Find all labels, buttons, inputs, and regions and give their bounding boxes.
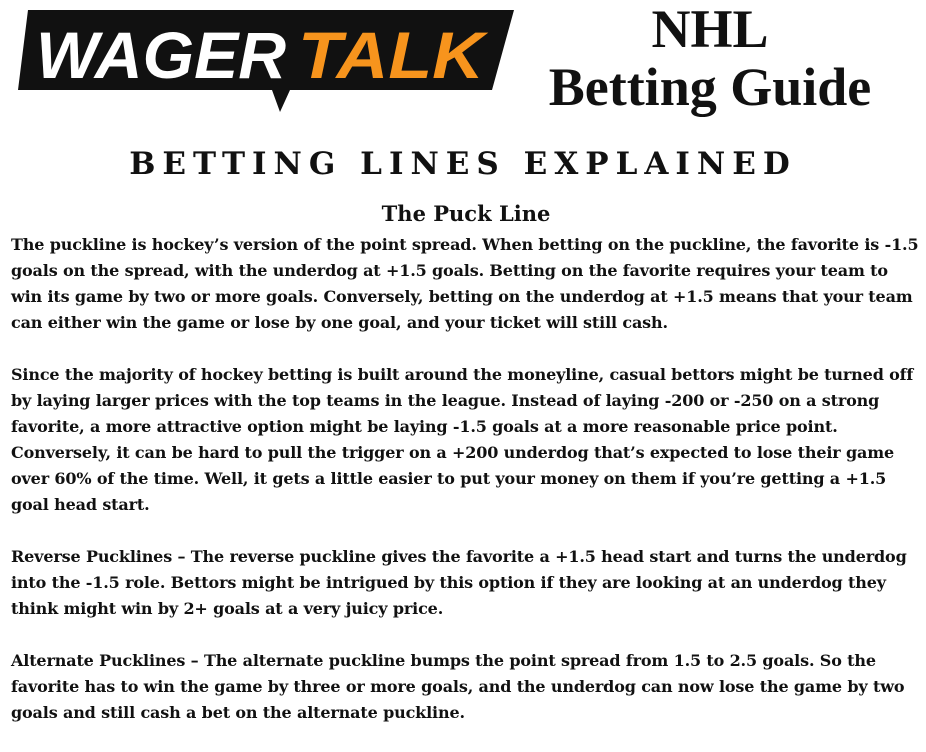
logo-talk-text: TALK: [298, 18, 489, 92]
paragraph-reverse-pucklines: Reverse Pucklines – The reverse puckline gives the favorite a +1.5 head start and turns the underdog into the -1.5 role. Bettors might be intrigued by this option if they are looking at an underdog they think might win by 2+ goals at a very juicy price.: [11, 547, 907, 618]
article-body: [11, 232, 919, 752]
title-line-1: NHL: [651, 0, 769, 59]
paragraph-moneyline: Since the majority of hockey betting is built around the moneyline, casual bettors might be turned off by laying larger prices with the top teams in the league. Instead of laying -200 or -250 on a strong favorite, a more attractive option might be laying -1.5 goals at a more reasonable price point. Conversely, it can be hard to pull the trigger on a +200 underdog that’s expected to lose their game over 60% of the time. Well, it gets a little easier to put your money on them if you’re getting a +1.5 goal head start.: [11, 365, 914, 514]
wagertalk-logo: [18, 10, 514, 114]
sub-heading: The Puck Line: [381, 201, 551, 226]
page-title: [520, 0, 900, 116]
title-line-2: Betting Guide: [548, 57, 872, 117]
paragraph-alternate-pucklines: Alternate Pucklines – The alternate puckline bumps the point spread from 1.5 to 2.5 goals. So the favorite has to win the game by three or more goals, and the underdog can now lose the game by two goals and still cash a bet on the alternate puckline.: [11, 651, 905, 722]
section-heading: BETTING LINES EXPLAINED: [129, 146, 797, 182]
logo-wager-text: WAGER: [36, 18, 287, 92]
paragraph-puckline-intro: The puckline is hockey’s version of the point spread. When betting on the puckline, the favorite is -1.5 goals on the spread, with the underdog at +1.5 goals. Betting on the favorite requires your team to win its game by two or more goals. Conversely, betting on the underdog at +1.5 means that your team can either win the game or lose by one goal, and your ticket will still cash.: [11, 235, 919, 332]
